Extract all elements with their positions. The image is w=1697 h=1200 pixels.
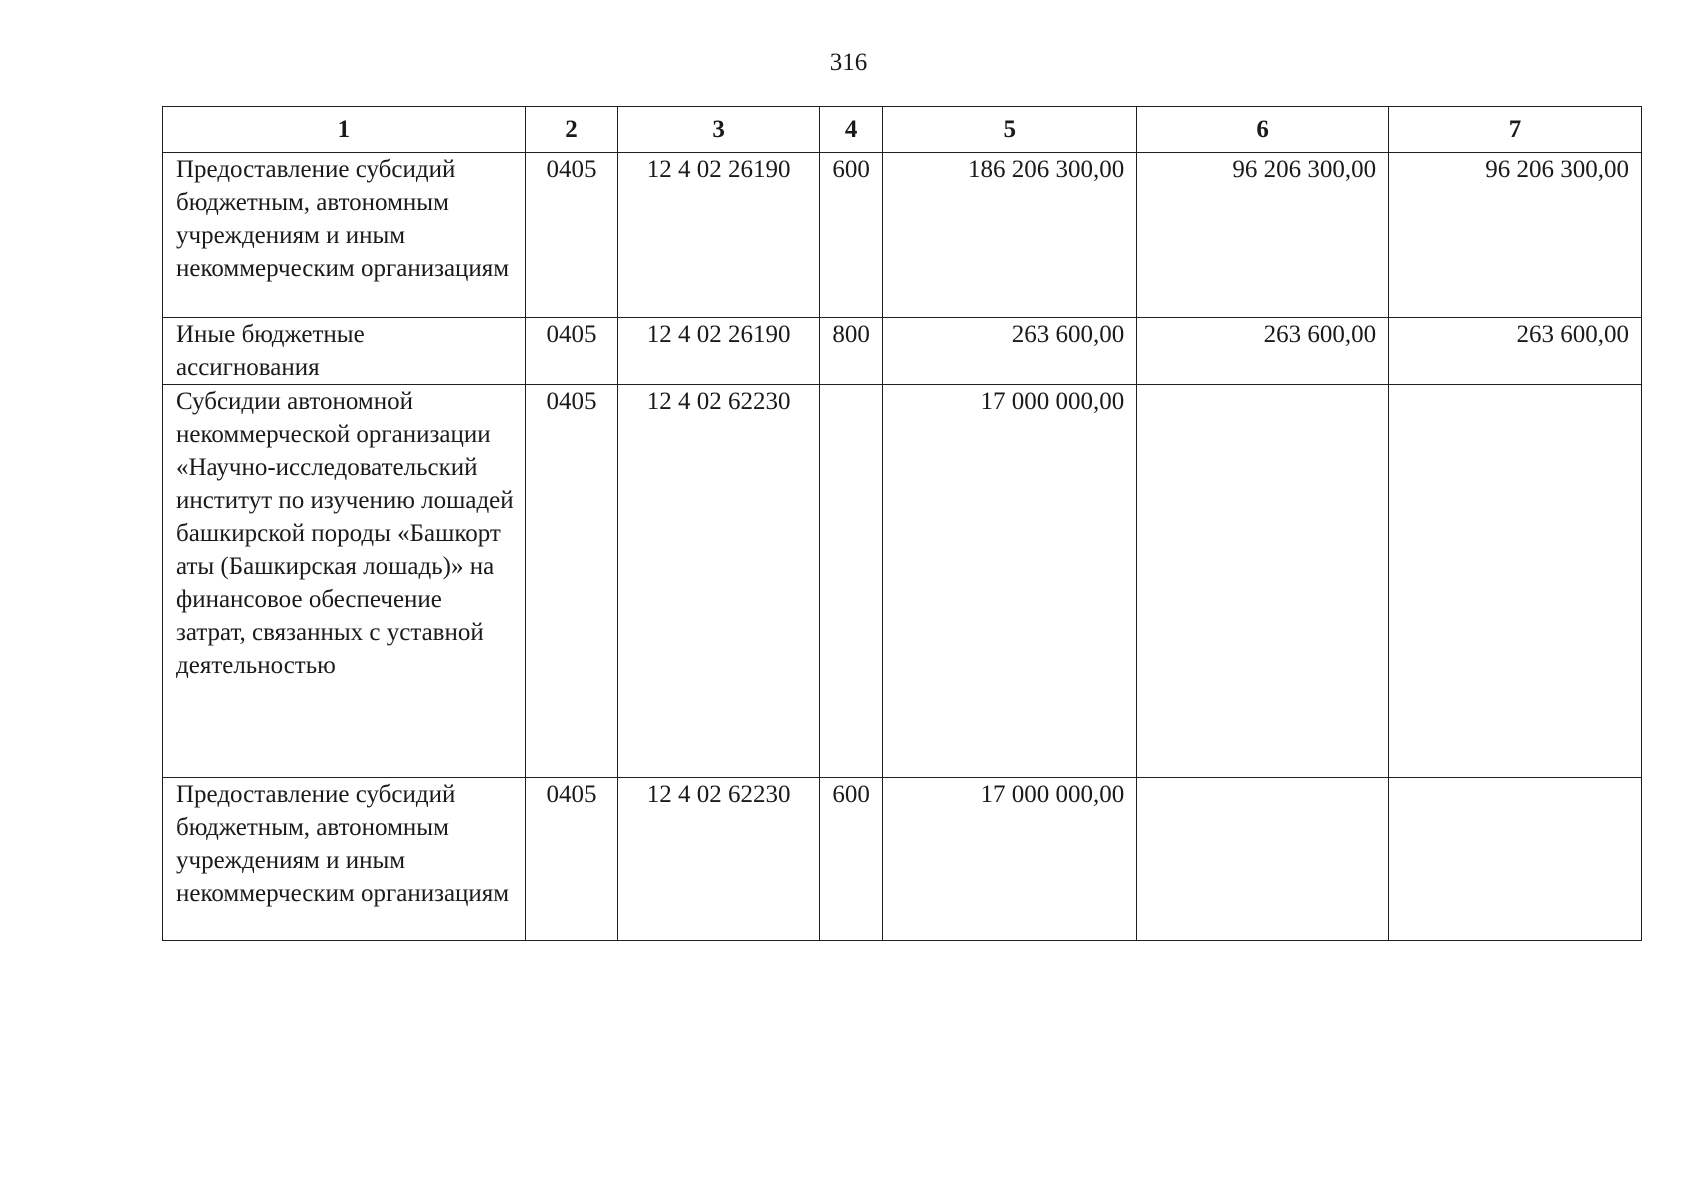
table-row [163, 778, 1642, 941]
column-header-6: 6 [1137, 107, 1389, 153]
type-code [819, 385, 882, 778]
table-row [163, 318, 1642, 385]
row-name: Предоставление субсидий бюджетным, автономным учреждениям и иным некоммерческим организациям [163, 153, 526, 318]
row-name: Субсидии автономной некоммерческой организации «Научно-исследовательский институт по изучению лошадей башкирской породы «Башкорт аты (Башкирская лошадь)» на финансовое обеспечение затрат, связанных с уставной деятельностью [163, 385, 526, 778]
page-number: 316 [829, 49, 868, 76]
column-header-5: 5 [883, 107, 1137, 153]
amount-2: 96 206 300,00 [1137, 153, 1389, 318]
type-code: 800 [819, 318, 882, 385]
amount-3 [1389, 778, 1642, 941]
amount-3: 263 600,00 [1389, 318, 1642, 385]
column-header-1: 1 [163, 107, 526, 153]
column-header-2: 2 [525, 107, 618, 153]
target-code: 12 4 02 26190 [618, 318, 819, 385]
target-code: 12 4 02 26190 [618, 153, 819, 318]
column-header-7: 7 [1389, 107, 1642, 153]
amount-1: 263 600,00 [883, 318, 1137, 385]
type-code: 600 [819, 778, 882, 941]
section-code: 0405 [525, 385, 618, 778]
amount-2 [1137, 778, 1389, 941]
amount-2: 263 600,00 [1137, 318, 1389, 385]
row-name: Иные бюджетные ассигнования [163, 318, 526, 385]
type-code: 600 [819, 153, 882, 318]
column-header-3: 3 [618, 107, 819, 153]
section-code: 0405 [525, 318, 618, 385]
amount-1: 186 206 300,00 [883, 153, 1137, 318]
table-row [163, 385, 1642, 778]
table-row [163, 153, 1642, 318]
header-row [163, 107, 1642, 153]
amount-1: 17 000 000,00 [883, 385, 1137, 778]
row-name: Предоставление субсидий бюджетным, автономным учреждениям и иным некоммерческим организациям [163, 778, 526, 941]
column-header-4: 4 [819, 107, 882, 153]
section-code: 0405 [525, 778, 618, 941]
target-code: 12 4 02 62230 [618, 778, 819, 941]
amount-3 [1389, 385, 1642, 778]
target-code: 12 4 02 62230 [618, 385, 819, 778]
amount-1: 17 000 000,00 [883, 778, 1137, 941]
section-code: 0405 [525, 153, 618, 318]
amount-2 [1137, 385, 1389, 778]
budget-table [162, 106, 1642, 941]
amount-3: 96 206 300,00 [1389, 153, 1642, 318]
